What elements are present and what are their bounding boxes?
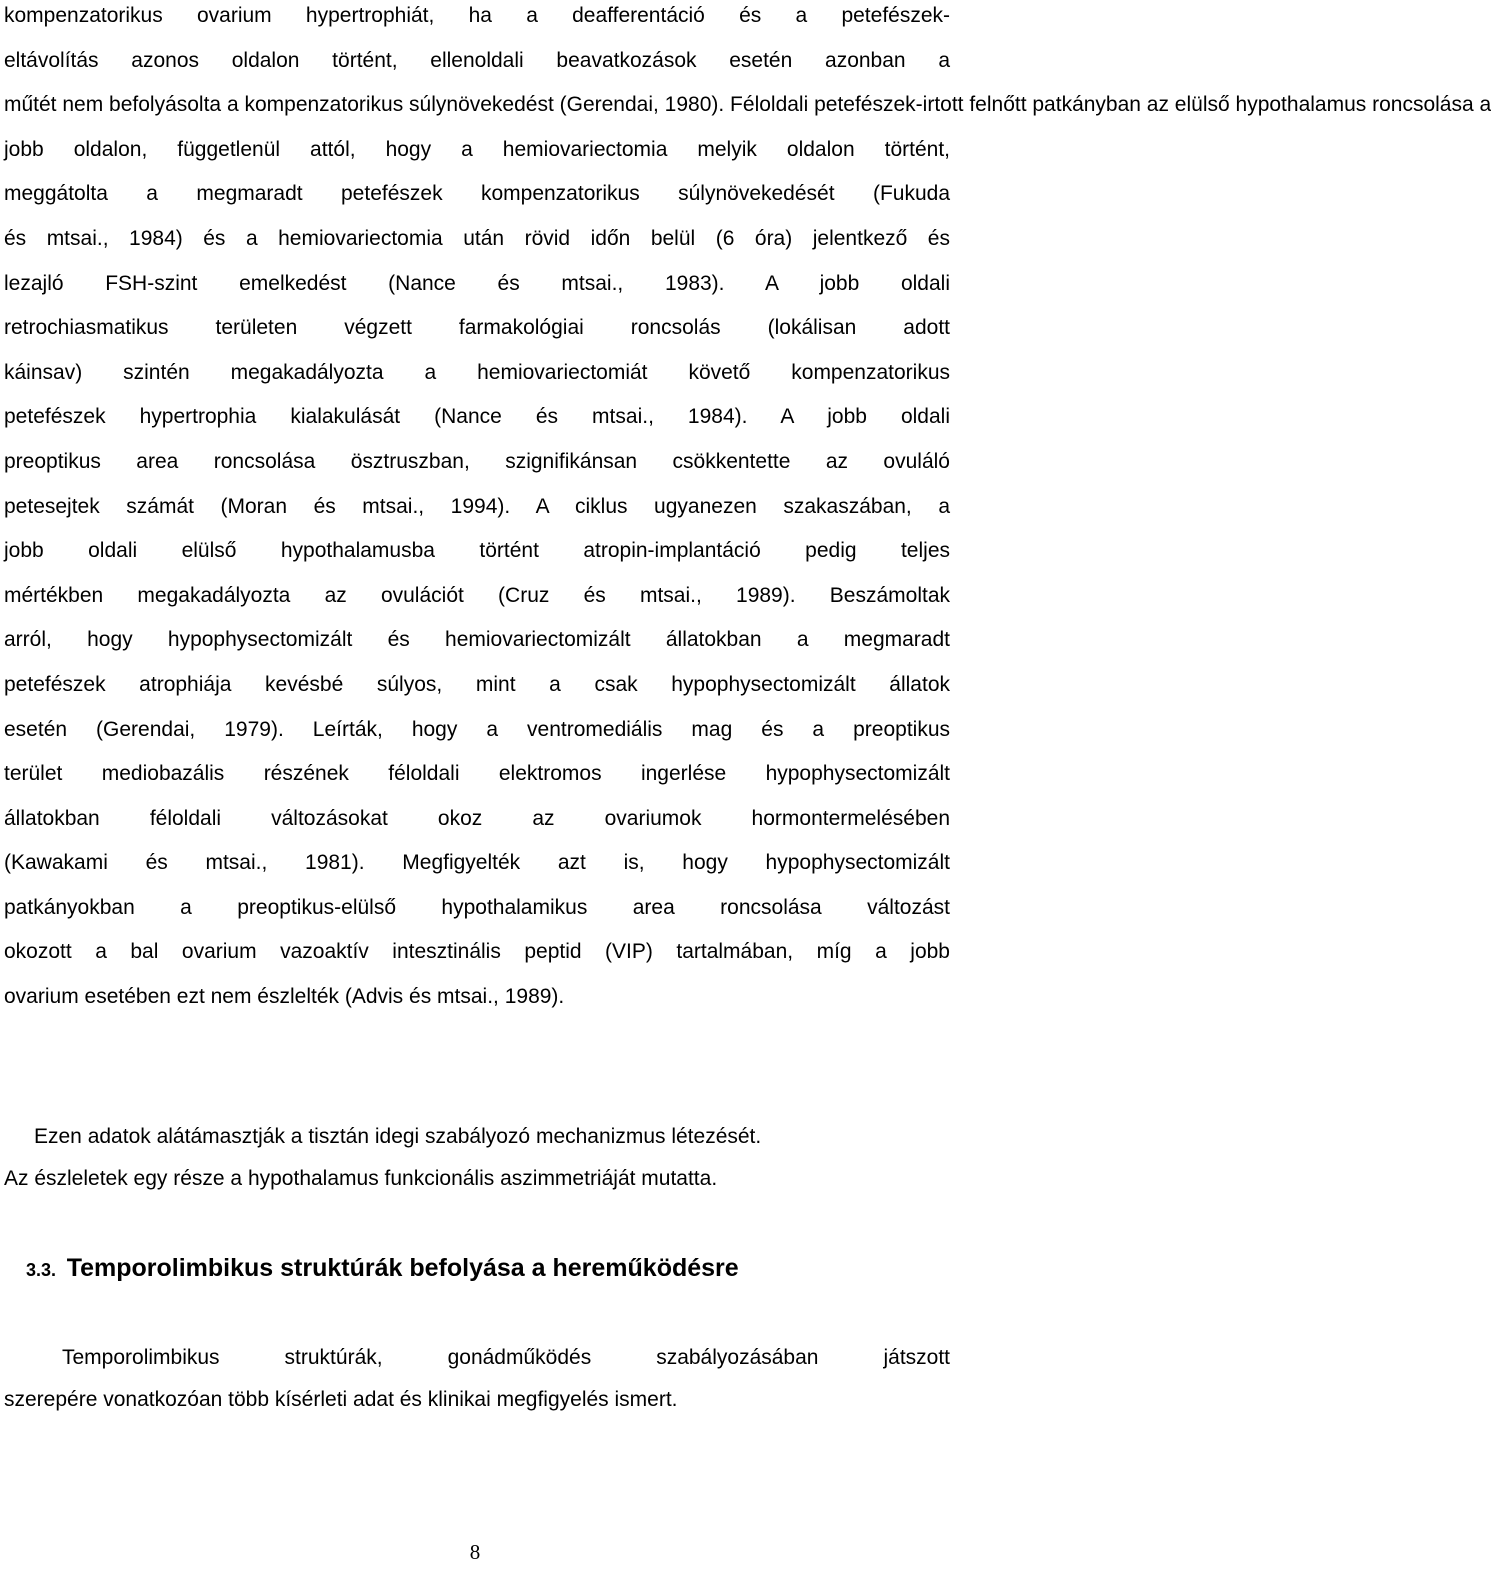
text-line: szerepére vonatkozóan több kísérleti adat és klinikai megfigyelés ismert. [4, 1388, 678, 1411]
text-line: állatokban féloldali változásokat okoz az ovariumok hormontermelésében [4, 806, 950, 830]
text-line: Az észleletek egy része a hypothalamus funkcionális aszimmetriáját mutatta. [4, 1167, 718, 1190]
text-line: káinsav) szintén megakadályozta a hemiovariectomiát követő kompenzatorikus [4, 360, 950, 384]
body-paragraph-temporolimbic [4, 1337, 950, 1421]
text-line: műtét nem befolyásolta a kompenzatorikus súlynövekedést (Gerendai, 1980). Féloldali petefészek-irtott felnőtt patkányban az elülső hypothalamus roncsolása a [4, 93, 1491, 117]
section-title: Temporolimbikus struktúrák befolyása a hereműködésre [66, 1254, 739, 1282]
section-heading [26, 1254, 739, 1283]
text-line: eltávolítás azonos oldalon történt, ellenoldali beavatkozások esetén azonban a [4, 48, 950, 72]
text-line: jobb oldalon, függetlenül attól, hogy a hemiovariectomia melyik oldalon történt, [4, 137, 950, 161]
text-line: (Kawakami és mtsai., 1981). Megfigyelték azt is, hogy hypophysectomizált [4, 851, 950, 875]
text-line: arról, hogy hypophysectomizált és hemiovariectomizált állatokban a megmaradt [4, 628, 950, 652]
text-line: ovarium esetében ezt nem észlelték (Advis és mtsai., 1989). [4, 985, 565, 1009]
text-line: okozott a bal ovarium vazoaktív intesztinális peptid (VIP) tartalmában, míg a jobb [4, 940, 950, 964]
text-line: terület mediobazális részének féloldali elektromos ingerlése hypophysectomizált [4, 762, 950, 786]
text-line: retrochiasmatikus területen végzett farmakológiai roncsolás (lokálisan adott [4, 316, 950, 340]
text-line: jobb oldali elülső hypothalamusba történt atropin-implantáció pedig teljes [4, 539, 950, 563]
page-number: 8 [469, 1540, 481, 1564]
text-line: petesejtek számát (Moran és mtsai., 1994). A ciklus ugyanezen szakaszában, a [4, 494, 950, 518]
text-line: és mtsai., 1984) és a hemiovariectomia után rövid időn belül (6 óra) jelentkező és [4, 226, 950, 250]
text-line: kompenzatorikus ovarium hypertrophiát, ha a deafferentáció és a petefészek- [4, 4, 950, 27]
text-line: petefészek hypertrophia kialakulását (Nance és mtsai., 1984). A jobb oldali [4, 405, 950, 429]
body-paragraph-ovarium [4, 0, 1491, 1020]
text-line: lezajló FSH-szint emelkedést (Nance és mtsai., 1983). A jobb oldali [4, 271, 950, 295]
section-number: 3.3. [26, 1260, 57, 1280]
text-line: preoptikus area roncsolása ösztruszban, szignifikánsan csökkentette az ovuláló [4, 449, 950, 473]
text-line: esetén (Gerendai, 1979). Leírták, hogy a ventromediális mag és a preoptikus [4, 717, 950, 741]
text-line: mértékben megakadályozta az ovulációt (Cruz és mtsai., 1989). Beszámoltak [4, 583, 950, 607]
text-line: Ezen adatok alátámasztják a tisztán idegi szabályozó mechanizmus létezését. [34, 1125, 762, 1148]
text-line: Temporolimbikus struktúrák, gonádműködés szabályozásában játszott [62, 1346, 950, 1369]
text-line: petefészek atrophiája kevésbé súlyos, mint a csak hypophysectomizált állatok [4, 672, 950, 696]
text-line: meggátolta a megmaradt petefészek kompenzatorikus súlynövekedését (Fukuda [4, 182, 950, 206]
text-line: patkányokban a preoptikus-elülső hypothalamikus area roncsolása változást [4, 895, 950, 919]
body-paragraph-summary [4, 1116, 950, 1200]
